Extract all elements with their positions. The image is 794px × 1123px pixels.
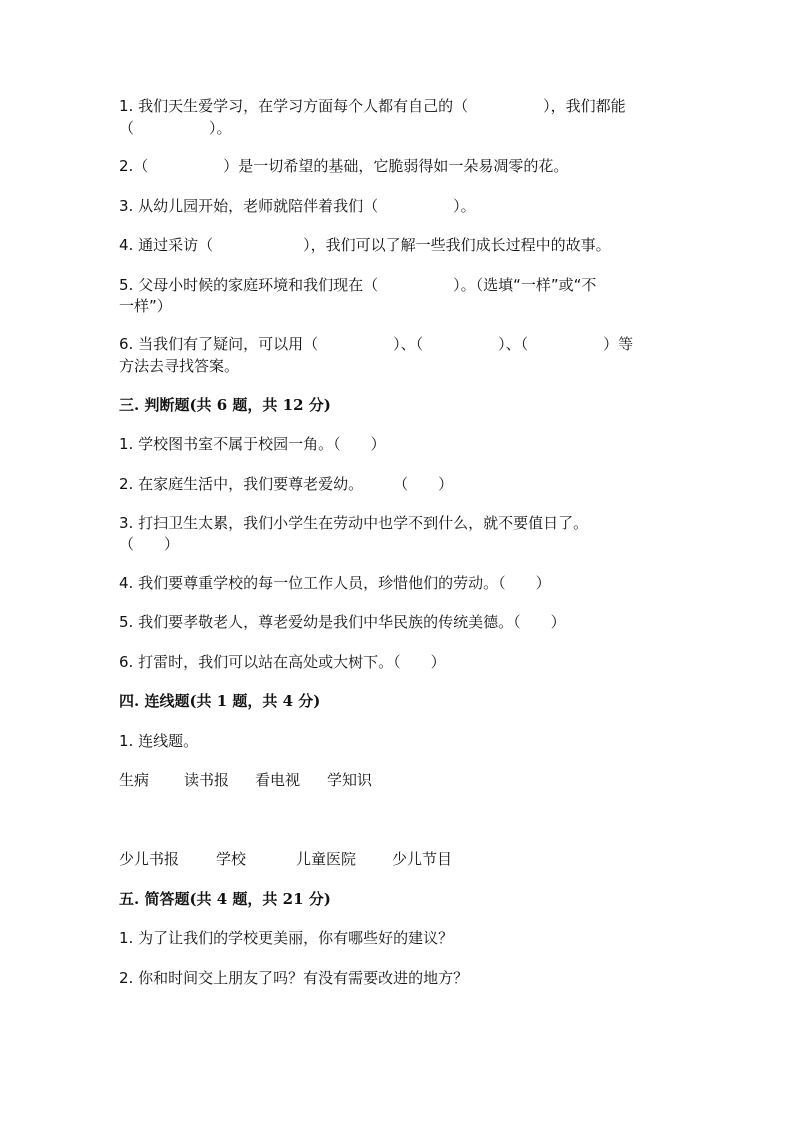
fill-blank-question-6-line-2: 方法去寻找答案。 <box>119 357 240 375</box>
matching-top-item: 看电视 <box>255 771 301 789</box>
matching-top-item: 学知识 <box>327 771 373 789</box>
fill-blank-question-4: 4. 通过采访（ ），我们可以了解一些我们成长过程中的故事。 <box>119 236 611 254</box>
short-answer-question-2: 2. 你和时间交上朋友了吗？有没有需要改进的地方？ <box>119 969 469 987</box>
matching-bottom-item: 少儿节目 <box>392 850 453 868</box>
matching-top-item: 生病 <box>119 771 150 789</box>
judge-question-4: 4. 我们要尊重学校的每一位工作人员，珍惜他们的劳动。（ ） <box>119 574 551 592</box>
short-answer-question-1: 1. 为了让我们的学校更美丽，你有哪些好的建议？ <box>119 929 454 947</box>
matching-bottom-item: 学校 <box>216 850 247 868</box>
fill-blank-question-6-line-1: 6. 当我们有了疑问，可以用（ ）、（ ）、（ ）等 <box>119 335 634 353</box>
fill-blank-question-5-line-2: 一样”） <box>119 297 172 315</box>
judge-question-3-line-1: 3. 打扫卫生太累，我们小学生在劳动中也学不到什么，就不要值日了。 <box>119 514 589 532</box>
fill-blank-question-1-line-2: （ ）。 <box>119 119 232 137</box>
judge-question-3-line-2: （ ） <box>119 535 180 553</box>
matching-bottom-item: 儿童医院 <box>296 850 357 868</box>
fill-blank-question-2: 2.（ ）是一切希望的基础，它脆弱得如一朵易凋零的花。 <box>119 157 569 175</box>
matching-bottom-row <box>119 849 519 869</box>
judge-question-2: 2. 在家庭生活中，我们要尊老爱幼。 （ ） <box>119 475 454 493</box>
section-heading-matching: 四. 连线题(共 1 题，共 4 分) <box>119 692 321 710</box>
judge-question-6: 6. 打雷时，我们可以站在高处或大树下。（ ） <box>119 653 446 671</box>
fill-blank-question-3: 3. 从幼儿园开始，老师就陪伴着我们（ ）。 <box>119 197 476 215</box>
judge-question-1: 1. 学校图书室不属于校园一角。（ ） <box>119 435 386 453</box>
matching-bottom-item: 少儿书报 <box>119 850 180 868</box>
matching-question-1: 1. 连线题。 <box>119 732 199 750</box>
fill-blank-question-1-line-1: 1. 我们天生爱学习，在学习方面每个人都有自己的（ ），我们都能 <box>119 97 626 115</box>
section-heading-short-answer: 五. 简答题(共 4 题，共 21 分) <box>119 890 331 908</box>
judge-question-5: 5. 我们要孝敬老人，尊老爱幼是我们中华民族的传统美德。（ ） <box>119 613 566 631</box>
fill-blank-question-5-line-1: 5. 父母小时候的家庭环境和我们现在（ ）。（选填“一样”或“不 <box>119 276 597 294</box>
matching-top-row <box>119 770 519 790</box>
section-heading-judge: 三. 判断题(共 6 题，共 12 分) <box>119 396 331 414</box>
matching-top-item: 读书报 <box>184 771 230 789</box>
